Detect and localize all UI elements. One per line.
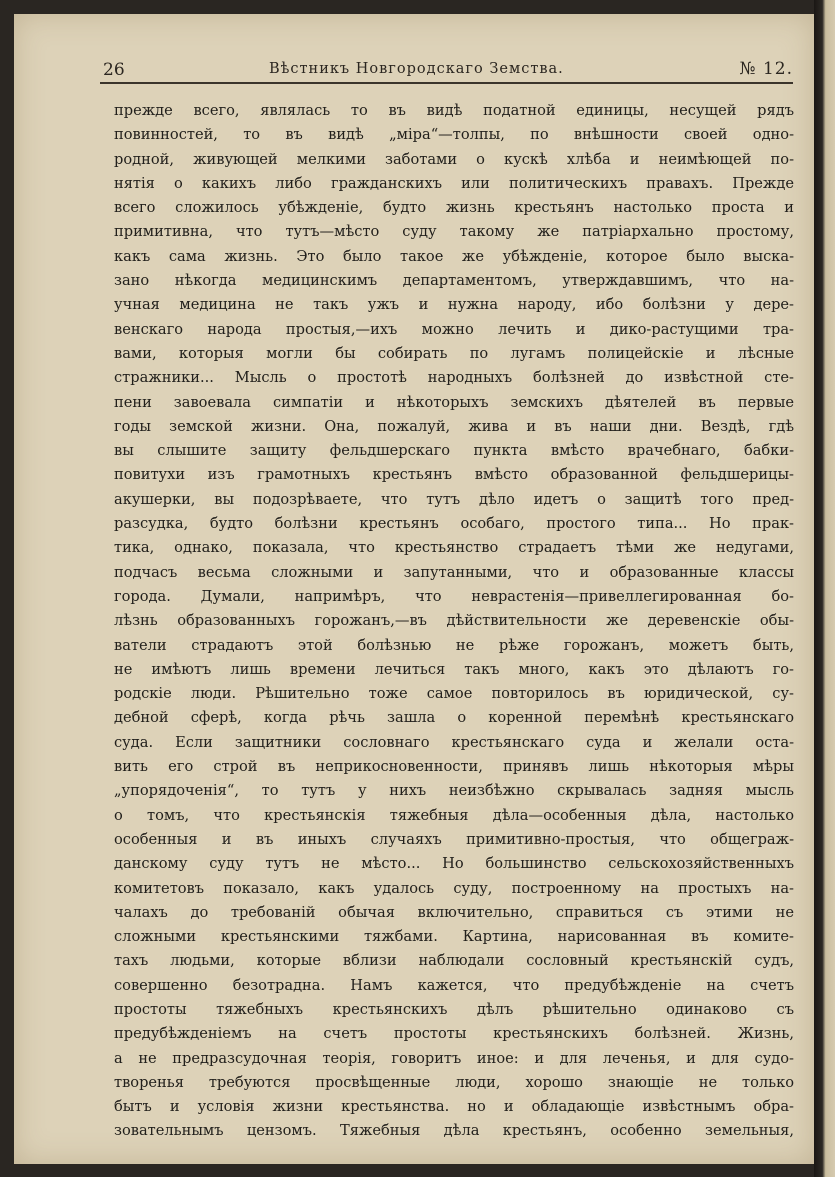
text-line: годы земской жизни. Она, пожалуй, жива и въ наши дни. Вездѣ, гдѣ [114, 417, 794, 435]
text-line: подчасъ весьма сложными и запутанными, что и образованные классы [114, 563, 794, 581]
text-line: вами, которыя могли бы собирать по лугамъ полицейскіе и лѣсные [114, 344, 794, 362]
journal-title: Вѣстникъ Новгородскаго Земства. [269, 61, 564, 77]
text-line: дебной сферѣ, когда рѣчь зашла о коренной перемѣнѣ крестьянскаго [114, 709, 794, 727]
text-line: родной, живующей мелкими заботами о кускѣ хлѣба и неимѣющей по- [114, 150, 794, 168]
text-line: примитивна, что тутъ—мѣсто суду такому же патріархально простому, [114, 223, 794, 241]
header-rule [100, 82, 793, 84]
text-line: чалахъ до требованій обычая включительно, справиться съ этими не [114, 903, 794, 921]
text-line: совершенно безотрадна. Намъ кажется, что предубѣжденіе на счетъ [114, 976, 794, 994]
text-line: тика, однако, показала, что крестьянство страдаетъ тѣми же недугами, [114, 539, 794, 557]
text-line: стражники... Мысль о простотѣ народныхъ болѣзней до извѣстной сте- [114, 369, 794, 387]
text-line: повинностей, то въ видѣ „міра“—толпы, по внѣшности своей одно- [114, 126, 794, 144]
text-line: простоты тяжебныхъ крестьянскихъ дѣлъ рѣшительно одинаково съ [114, 1000, 794, 1018]
text-line: а не предразсудочная теорія, говоритъ иное: и для леченья, и для судо- [114, 1049, 794, 1067]
article-body [114, 99, 794, 1144]
text-line: лѣзнь образованныхъ горожанъ,—въ дѣйствительности же деревенскіе обы- [114, 612, 794, 630]
page-number: 26 [103, 60, 125, 80]
text-line: повитухи изъ грамотныхъ крестьянъ вмѣсто образованной фельдшерицы- [114, 466, 794, 484]
text-line: не имѣютъ лишь времени лечиться такъ много, какъ это дѣлаютъ го- [114, 660, 794, 678]
text-line: комитетовъ показало, какъ удалось суду, построенному на простыхъ на- [114, 879, 794, 897]
text-line: тахъ людьми, которые вблизи наблюдали сословный крестьянскій судъ, [114, 952, 794, 970]
text-line: акушерки, вы подозрѣваете, что тутъ дѣло идетъ о защитѣ того пред- [114, 490, 794, 508]
text-line: творенья требуются просвѣщенные люди, хорошо знающіе не только [114, 1073, 794, 1091]
text-line: бытъ и условія жизни крестьянства. но и обладающіе извѣстнымъ обра- [114, 1098, 794, 1116]
text-line: родскіе люди. Рѣшительно тоже самое повторилось въ юридической, су- [114, 685, 794, 703]
text-line: какъ сама жизнь. Это было такое же убѣжденіе, которое было выска- [114, 247, 794, 265]
text-line: зано нѣкогда медицинскимъ департаментомъ, утверждавшимъ, что на- [114, 272, 794, 290]
text-line: прежде всего, являлась то въ видѣ податной единицы, несущей рядъ [114, 102, 794, 119]
text-line: вить его строй въ неприкосновенности, принявъ лишь нѣкоторыя мѣры [114, 758, 794, 776]
text-line: суда. Если защитники сословнаго крестьянскаго суда и желали оста- [114, 733, 794, 751]
text-line: ватели страдаютъ этой болѣзнью не рѣже горожанъ, можетъ быть, [114, 636, 794, 654]
text-line: сложными крестьянскими тяжбами. Картина, нарисованная въ комите- [114, 928, 794, 946]
issue-number: № 12. [739, 59, 793, 79]
text-line: учная медицина не такъ ужъ и нужна народу, ибо болѣзни у дере- [114, 296, 794, 314]
text-line: „упорядоченія“, то тутъ у нихъ неизбѣжно скрывалась задняя мысль [114, 782, 794, 800]
text-line: города. Думали, напримѣръ, что неврастенія—привеллегированная бо- [114, 587, 794, 605]
text-line: венскаго народа простыя,—ихъ можно лечить и дико-растущими тра- [114, 320, 794, 338]
text-line: разсудка, будто болѣзни крестьянъ особаго, простого типа... Но прак- [114, 515, 794, 533]
text-line: данскому суду тутъ не мѣсто... Но большинство сельскохозяйственныхъ [114, 855, 794, 873]
text-line: зовательнымъ цензомъ. Тяжебныя дѣла крестьянъ, особенно земельныя, [114, 1122, 794, 1140]
text-line: особенныя и въ иныхъ случаяхъ примитивно-простыя, что общеграж- [114, 830, 794, 848]
text-line: вы слышите защиту фельдшерскаго пункта вмѣсто врачебнаго, бабки- [114, 442, 794, 460]
text-line: всего сложилось убѣжденіе, будто жизнь крестьянъ настолько проста и [114, 199, 794, 217]
text-line: пени завоевала симпатіи и нѣкоторыхъ земскихъ дѣятелей въ первые [114, 393, 794, 411]
text-line: нятія о какихъ либо гражданскихъ или политическихъ правахъ. Прежде [114, 174, 794, 192]
text-line: о томъ, что крестьянскія тяжебныя дѣла—особенныя дѣла, настолько [114, 806, 794, 824]
page-edge [814, 0, 835, 1177]
running-header [103, 58, 793, 84]
text-line: предубѣжденіемъ на счетъ простоты крестьянскихъ болѣзней. Жизнь, [114, 1025, 794, 1043]
